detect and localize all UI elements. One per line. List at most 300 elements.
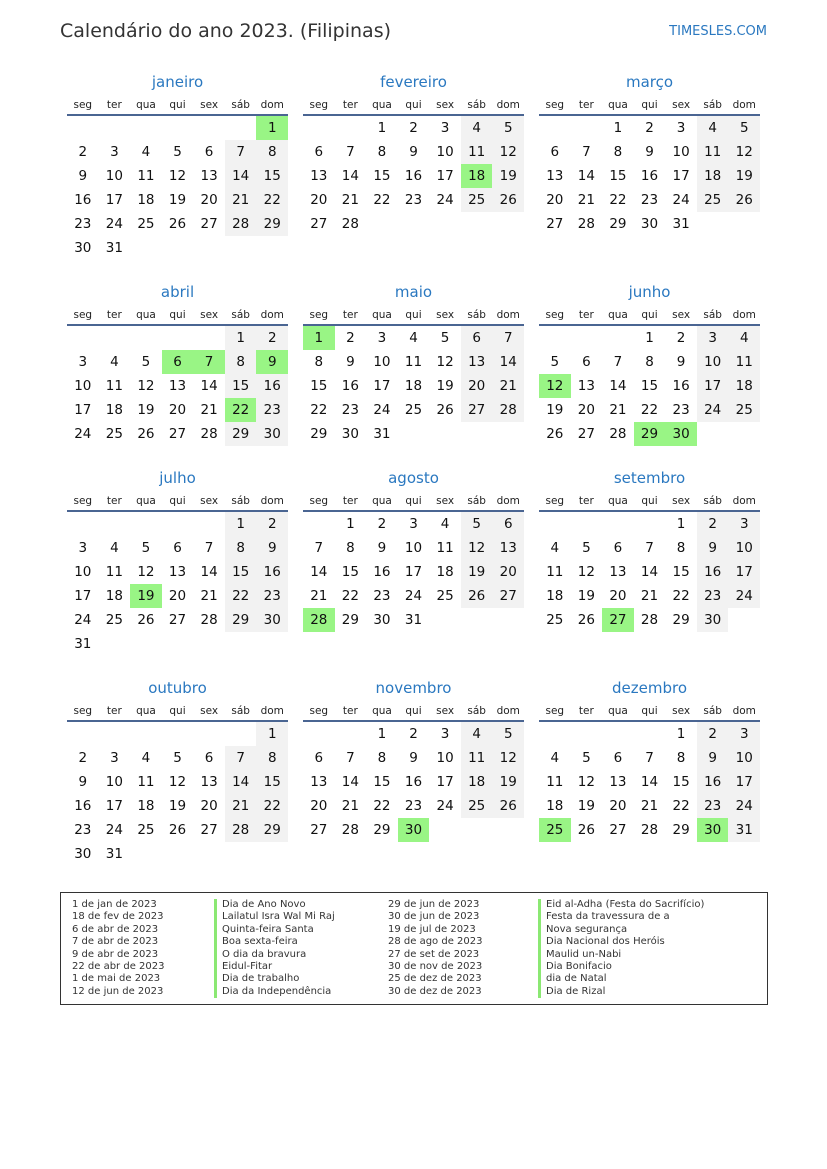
brand-link[interactable]: TIMESLES.COM [669, 24, 767, 39]
day-cell[interactable]: 13 [461, 350, 493, 374]
day-cell[interactable]: 23 [74, 216, 92, 232]
day-cell[interactable]: 26 [728, 188, 760, 212]
day-cell[interactable]: 22 [640, 402, 659, 418]
day-cell[interactable]: 29 [609, 216, 627, 232]
day-cell[interactable]: 5 [440, 330, 450, 346]
day-cell[interactable]: 2 [78, 144, 88, 160]
day-cell[interactable]: 21 [492, 374, 524, 398]
day-cell[interactable]: 15 [640, 378, 659, 394]
day-cell[interactable]: 19 [137, 402, 155, 418]
day-cell[interactable]: 12 [436, 354, 454, 370]
day-cell[interactable]: 15 [609, 168, 627, 184]
day-cell[interactable]: 5 [141, 354, 151, 370]
day-cell[interactable]: 21 [609, 402, 627, 418]
day-cell[interactable]: 17 [697, 374, 729, 398]
day-cell[interactable]: 22 [341, 588, 359, 604]
day-cell[interactable]: 1 [225, 512, 257, 536]
day-cell[interactable]: 25 [461, 188, 493, 212]
day-cell[interactable]: 1 [377, 120, 387, 136]
day-cell[interactable]: 4 [697, 116, 729, 140]
day-cell[interactable]: 24 [74, 612, 92, 628]
day-cell[interactable]: 20 [461, 374, 493, 398]
day-cell[interactable]: 7 [225, 746, 257, 770]
day-cell[interactable]: 14 [341, 168, 359, 184]
day-cell[interactable]: 27 [577, 426, 595, 442]
day-cell[interactable]: 24 [105, 216, 123, 232]
day-cell[interactable]: 8 [645, 354, 654, 370]
day-cell[interactable]: 15 [310, 378, 328, 394]
day-cell[interactable]: 31 [672, 216, 690, 232]
day-cell[interactable]: 22 [256, 188, 288, 212]
day-cell[interactable]: 6 [492, 512, 524, 536]
day-cell[interactable]: 22 [256, 794, 288, 818]
day-cell[interactable]: 23 [404, 192, 423, 208]
day-cell[interactable]: 22 [225, 584, 257, 608]
day-cell[interactable]: 20 [168, 588, 187, 604]
day-cell[interactable]: 7 [492, 326, 524, 350]
day-cell[interactable]: 7 [204, 540, 214, 556]
day-cell[interactable]: 24 [697, 398, 729, 422]
day-cell[interactable]: 26 [137, 612, 155, 628]
day-cell[interactable]: 19 [168, 192, 187, 208]
day-cell[interactable]: 3 [440, 726, 450, 742]
day-cell[interactable]: 20 [577, 402, 595, 418]
day-cell[interactable]: 30 [341, 426, 359, 442]
day-cell[interactable]: 24 [436, 192, 454, 208]
day-cell[interactable]: 27 [461, 398, 493, 422]
day-cell[interactable]: 14 [609, 378, 627, 394]
day-cell[interactable]: 20 [200, 192, 218, 208]
day-cell[interactable]: 17 [105, 798, 123, 814]
day-cell[interactable]: 6 [461, 326, 493, 350]
day-cell[interactable]: 22 [373, 798, 391, 814]
day-cell[interactable]: 9 [377, 540, 387, 556]
day-cell[interactable]: 6 [204, 144, 214, 160]
day-cell[interactable]: 30 [697, 608, 729, 632]
day-cell[interactable]: 5 [461, 512, 493, 536]
day-cell[interactable]: 17 [404, 564, 423, 580]
day-cell[interactable]: 14 [640, 564, 659, 580]
day-cell[interactable]: 12 [168, 168, 187, 184]
day-cell[interactable]: 6 [582, 354, 591, 370]
day-cell[interactable]: 6 [204, 750, 214, 766]
day-cell[interactable]: 19 [577, 798, 595, 814]
day-cell[interactable]: 19 [492, 770, 524, 794]
day-cell[interactable]: 7 [613, 354, 623, 370]
day-cell[interactable]: 19 [492, 164, 524, 188]
day-cell[interactable]: 11 [461, 746, 493, 770]
day-cell[interactable]: 23 [256, 398, 288, 422]
day-cell[interactable]: 21 [640, 798, 659, 814]
day-cell[interactable]: 12 [168, 774, 187, 790]
day-cell[interactable]: 17 [105, 192, 123, 208]
day-cell[interactable]: 12 [577, 564, 595, 580]
day-cell[interactable]: 16 [697, 560, 729, 584]
day-cell[interactable]: 22 [225, 398, 257, 422]
day-cell[interactable]: 29 [310, 426, 328, 442]
day-cell[interactable]: 29 [341, 612, 359, 628]
day-cell[interactable]: 13 [200, 774, 218, 790]
day-cell[interactable]: 20 [310, 798, 328, 814]
day-cell[interactable]: 25 [539, 818, 571, 842]
day-cell[interactable]: 11 [105, 564, 123, 580]
day-cell[interactable]: 6 [173, 540, 182, 556]
day-cell[interactable]: 8 [256, 140, 288, 164]
day-cell[interactable]: 13 [577, 378, 595, 394]
day-cell[interactable]: 10 [436, 144, 454, 160]
day-cell[interactable]: 13 [200, 168, 218, 184]
day-cell[interactable]: 4 [461, 722, 493, 746]
day-cell[interactable]: 16 [74, 192, 92, 208]
day-cell[interactable]: 28 [200, 426, 218, 442]
day-cell[interactable]: 16 [341, 378, 359, 394]
day-cell[interactable]: 30 [665, 422, 697, 446]
day-cell[interactable]: 26 [577, 822, 595, 838]
day-cell[interactable]: 14 [200, 564, 218, 580]
day-cell[interactable]: 5 [492, 116, 524, 140]
day-cell[interactable]: 9 [409, 750, 418, 766]
day-cell[interactable]: 31 [74, 636, 92, 652]
day-cell[interactable]: 8 [613, 144, 623, 160]
day-cell[interactable]: 17 [728, 770, 760, 794]
day-cell[interactable]: 26 [436, 402, 454, 418]
day-cell[interactable]: 8 [256, 746, 288, 770]
day-cell[interactable]: 24 [436, 798, 454, 814]
day-cell[interactable]: 25 [404, 402, 423, 418]
day-cell[interactable]: 5 [582, 750, 591, 766]
day-cell[interactable]: 5 [550, 354, 560, 370]
day-cell[interactable]: 28 [492, 398, 524, 422]
day-cell[interactable]: 3 [440, 120, 450, 136]
day-cell[interactable]: 27 [168, 426, 187, 442]
day-cell[interactable]: 9 [409, 144, 418, 160]
day-cell[interactable]: 18 [546, 588, 564, 604]
day-cell[interactable]: 1 [225, 326, 257, 350]
day-cell[interactable]: 8 [377, 144, 387, 160]
day-cell[interactable]: 27 [200, 216, 218, 232]
day-cell[interactable]: 9 [346, 354, 355, 370]
day-cell[interactable]: 1 [676, 516, 686, 532]
day-cell[interactable]: 29 [256, 818, 288, 842]
day-cell[interactable]: 16 [74, 798, 92, 814]
day-cell[interactable]: 16 [373, 564, 391, 580]
day-cell[interactable]: 2 [78, 750, 88, 766]
day-cell[interactable]: 15 [256, 164, 288, 188]
day-cell[interactable]: 8 [676, 750, 686, 766]
day-cell[interactable]: 13 [546, 168, 564, 184]
day-cell[interactable]: 27 [546, 216, 564, 232]
day-cell[interactable]: 24 [404, 588, 423, 604]
day-cell[interactable]: 20 [200, 798, 218, 814]
day-cell[interactable]: 19 [130, 584, 162, 608]
day-cell[interactable]: 23 [256, 584, 288, 608]
day-cell[interactable]: 11 [137, 168, 155, 184]
day-cell[interactable]: 25 [105, 612, 123, 628]
day-cell[interactable]: 30 [256, 422, 288, 446]
day-cell[interactable]: 8 [225, 350, 257, 374]
day-cell[interactable]: 3 [409, 516, 418, 532]
day-cell[interactable]: 24 [728, 584, 760, 608]
day-cell[interactable]: 26 [168, 822, 187, 838]
day-cell[interactable]: 11 [728, 350, 760, 374]
day-cell[interactable]: 23 [697, 584, 729, 608]
day-cell[interactable]: 12 [492, 140, 524, 164]
day-cell[interactable]: 16 [697, 770, 729, 794]
day-cell[interactable]: 24 [373, 402, 391, 418]
day-cell[interactable]: 9 [645, 144, 654, 160]
day-cell[interactable]: 26 [492, 794, 524, 818]
day-cell[interactable]: 1 [645, 330, 654, 346]
day-cell[interactable]: 18 [546, 798, 564, 814]
day-cell[interactable]: 9 [256, 536, 288, 560]
day-cell[interactable]: 23 [672, 402, 690, 418]
day-cell[interactable]: 2 [256, 326, 288, 350]
day-cell[interactable]: 13 [168, 564, 187, 580]
day-cell[interactable]: 31 [728, 818, 760, 842]
day-cell[interactable]: 21 [341, 798, 359, 814]
day-cell[interactable]: 9 [697, 746, 729, 770]
day-cell[interactable]: 10 [74, 378, 92, 394]
day-cell[interactable]: 28 [640, 612, 659, 628]
day-cell[interactable]: 29 [672, 612, 690, 628]
day-cell[interactable]: 30 [640, 216, 659, 232]
day-cell[interactable]: 9 [78, 774, 88, 790]
day-cell[interactable]: 3 [110, 750, 119, 766]
day-cell[interactable]: 3 [377, 330, 387, 346]
day-cell[interactable]: 8 [377, 750, 387, 766]
day-cell[interactable]: 27 [200, 822, 218, 838]
day-cell[interactable]: 16 [404, 168, 423, 184]
day-cell[interactable]: 10 [105, 168, 123, 184]
day-cell[interactable]: 12 [539, 374, 571, 398]
day-cell[interactable]: 5 [582, 540, 591, 556]
day-cell[interactable]: 23 [640, 192, 659, 208]
day-cell[interactable]: 10 [373, 354, 391, 370]
day-cell[interactable]: 7 [346, 144, 355, 160]
day-cell[interactable]: 10 [728, 536, 760, 560]
day-cell[interactable]: 13 [310, 774, 328, 790]
day-cell[interactable]: 13 [168, 378, 187, 394]
day-cell[interactable]: 30 [373, 612, 391, 628]
day-cell[interactable]: 26 [137, 426, 155, 442]
day-cell[interactable]: 14 [341, 774, 359, 790]
day-cell[interactable]: 8 [676, 540, 686, 556]
day-cell[interactable]: 28 [577, 216, 595, 232]
day-cell[interactable]: 15 [256, 770, 288, 794]
day-cell[interactable]: 27 [609, 822, 627, 838]
day-cell[interactable]: 7 [645, 750, 654, 766]
day-cell[interactable]: 15 [373, 168, 391, 184]
day-cell[interactable]: 21 [200, 402, 218, 418]
day-cell[interactable]: 11 [461, 140, 493, 164]
day-cell[interactable]: 11 [404, 354, 423, 370]
day-cell[interactable]: 17 [74, 402, 92, 418]
day-cell[interactable]: 8 [346, 540, 355, 556]
day-cell[interactable]: 23 [341, 402, 359, 418]
day-cell[interactable]: 28 [609, 426, 627, 442]
day-cell[interactable]: 21 [225, 188, 257, 212]
day-cell[interactable]: 19 [168, 798, 187, 814]
day-cell[interactable]: 15 [225, 560, 257, 584]
day-cell[interactable]: 4 [728, 326, 760, 350]
day-cell[interactable]: 18 [436, 564, 454, 580]
day-cell[interactable]: 21 [310, 588, 328, 604]
day-cell[interactable]: 30 [697, 818, 729, 842]
day-cell[interactable]: 27 [492, 584, 524, 608]
day-cell[interactable]: 12 [461, 536, 493, 560]
day-cell[interactable]: 18 [461, 770, 493, 794]
day-cell[interactable]: 21 [577, 192, 595, 208]
day-cell[interactable]: 9 [697, 536, 729, 560]
day-cell[interactable]: 23 [697, 794, 729, 818]
day-cell[interactable]: 23 [373, 588, 391, 604]
day-cell[interactable]: 14 [225, 770, 257, 794]
day-cell[interactable]: 18 [105, 402, 123, 418]
day-cell[interactable]: 22 [310, 402, 328, 418]
day-cell[interactable]: 13 [492, 536, 524, 560]
day-cell[interactable]: 12 [492, 746, 524, 770]
day-cell[interactable]: 21 [640, 588, 659, 604]
day-cell[interactable]: 4 [550, 540, 560, 556]
day-cell[interactable]: 28 [225, 818, 257, 842]
day-cell[interactable]: 20 [609, 798, 627, 814]
day-cell[interactable]: 11 [546, 564, 564, 580]
day-cell[interactable]: 29 [225, 422, 257, 446]
day-cell[interactable]: 11 [546, 774, 564, 790]
day-cell[interactable]: 16 [256, 374, 288, 398]
day-cell[interactable]: 31 [404, 612, 423, 628]
day-cell[interactable]: 18 [105, 588, 123, 604]
day-cell[interactable]: 30 [74, 240, 92, 256]
day-cell[interactable]: 10 [105, 774, 123, 790]
day-cell[interactable]: 4 [461, 116, 493, 140]
day-cell[interactable]: 28 [303, 608, 335, 632]
day-cell[interactable]: 21 [200, 588, 218, 604]
day-cell[interactable]: 29 [256, 212, 288, 236]
day-cell[interactable]: 11 [137, 774, 155, 790]
day-cell[interactable]: 4 [110, 354, 119, 370]
day-cell[interactable]: 25 [728, 398, 760, 422]
day-cell[interactable]: 3 [728, 512, 760, 536]
day-cell[interactable]: 29 [373, 822, 391, 838]
day-cell[interactable]: 5 [141, 540, 151, 556]
day-cell[interactable]: 3 [78, 354, 88, 370]
day-cell[interactable]: 4 [141, 750, 151, 766]
day-cell[interactable]: 15 [672, 564, 690, 580]
day-cell[interactable]: 10 [74, 564, 92, 580]
day-cell[interactable]: 28 [200, 612, 218, 628]
day-cell[interactable]: 19 [436, 378, 454, 394]
day-cell[interactable]: 22 [672, 588, 690, 604]
day-cell[interactable]: 2 [256, 512, 288, 536]
day-cell[interactable]: 10 [404, 540, 423, 556]
day-cell[interactable]: 5 [492, 722, 524, 746]
day-cell[interactable]: 4 [550, 750, 560, 766]
day-cell[interactable]: 26 [492, 188, 524, 212]
day-cell[interactable]: 31 [105, 240, 123, 256]
day-cell[interactable]: 2 [645, 120, 654, 136]
day-cell[interactable]: 20 [168, 402, 187, 418]
day-cell[interactable]: 15 [373, 774, 391, 790]
day-cell[interactable]: 2 [409, 120, 418, 136]
day-cell[interactable]: 20 [609, 588, 627, 604]
day-cell[interactable]: 6 [613, 540, 623, 556]
day-cell[interactable]: 31 [373, 426, 391, 442]
day-cell[interactable]: 4 [440, 516, 450, 532]
day-cell[interactable]: 27 [168, 612, 187, 628]
day-cell[interactable]: 14 [640, 774, 659, 790]
day-cell[interactable]: 30 [256, 608, 288, 632]
day-cell[interactable]: 3 [676, 120, 686, 136]
day-cell[interactable]: 16 [640, 168, 659, 184]
day-cell[interactable]: 11 [697, 140, 729, 164]
day-cell[interactable]: 3 [110, 144, 119, 160]
day-cell[interactable]: 3 [78, 540, 88, 556]
day-cell[interactable]: 1 [613, 120, 623, 136]
day-cell[interactable]: 4 [110, 540, 119, 556]
day-cell[interactable]: 9 [78, 168, 88, 184]
day-cell[interactable]: 10 [697, 350, 729, 374]
day-cell[interactable]: 29 [634, 422, 666, 446]
day-cell[interactable]: 13 [609, 774, 627, 790]
day-cell[interactable]: 13 [609, 564, 627, 580]
day-cell[interactable]: 6 [550, 144, 560, 160]
day-cell[interactable]: 15 [672, 774, 690, 790]
day-cell[interactable]: 3 [728, 722, 760, 746]
day-cell[interactable]: 17 [373, 378, 391, 394]
day-cell[interactable]: 19 [461, 560, 493, 584]
day-cell[interactable]: 24 [74, 426, 92, 442]
day-cell[interactable]: 16 [404, 774, 423, 790]
day-cell[interactable]: 22 [609, 192, 627, 208]
day-cell[interactable]: 14 [492, 350, 524, 374]
day-cell[interactable]: 10 [436, 750, 454, 766]
day-cell[interactable]: 6 [162, 350, 194, 374]
day-cell[interactable]: 7 [582, 144, 591, 160]
day-cell[interactable]: 14 [225, 164, 257, 188]
day-cell[interactable]: 5 [728, 116, 760, 140]
day-cell[interactable]: 9 [676, 354, 686, 370]
day-cell[interactable]: 24 [728, 794, 760, 818]
day-cell[interactable]: 4 [409, 330, 418, 346]
day-cell[interactable]: 16 [256, 560, 288, 584]
day-cell[interactable]: 18 [404, 378, 423, 394]
day-cell[interactable]: 15 [225, 374, 257, 398]
day-cell[interactable]: 7 [193, 350, 225, 374]
day-cell[interactable]: 1 [676, 726, 686, 742]
day-cell[interactable]: 11 [436, 540, 454, 556]
day-cell[interactable]: 28 [341, 216, 359, 232]
day-cell[interactable]: 20 [546, 192, 564, 208]
day-cell[interactable]: 2 [676, 330, 686, 346]
day-cell[interactable]: 20 [492, 560, 524, 584]
day-cell[interactable]: 7 [225, 140, 257, 164]
day-cell[interactable]: 25 [461, 794, 493, 818]
day-cell[interactable]: 25 [436, 588, 454, 604]
day-cell[interactable]: 13 [310, 168, 328, 184]
day-cell[interactable]: 28 [640, 822, 659, 838]
day-cell[interactable]: 4 [141, 144, 151, 160]
day-cell[interactable]: 25 [105, 426, 123, 442]
day-cell[interactable]: 25 [137, 216, 155, 232]
day-cell[interactable]: 21 [225, 794, 257, 818]
day-cell[interactable]: 14 [577, 168, 595, 184]
day-cell[interactable]: 26 [461, 584, 493, 608]
day-cell[interactable]: 12 [728, 140, 760, 164]
day-cell[interactable]: 1 [256, 722, 288, 746]
day-cell[interactable]: 1 [377, 726, 387, 742]
day-cell[interactable]: 17 [436, 774, 454, 790]
